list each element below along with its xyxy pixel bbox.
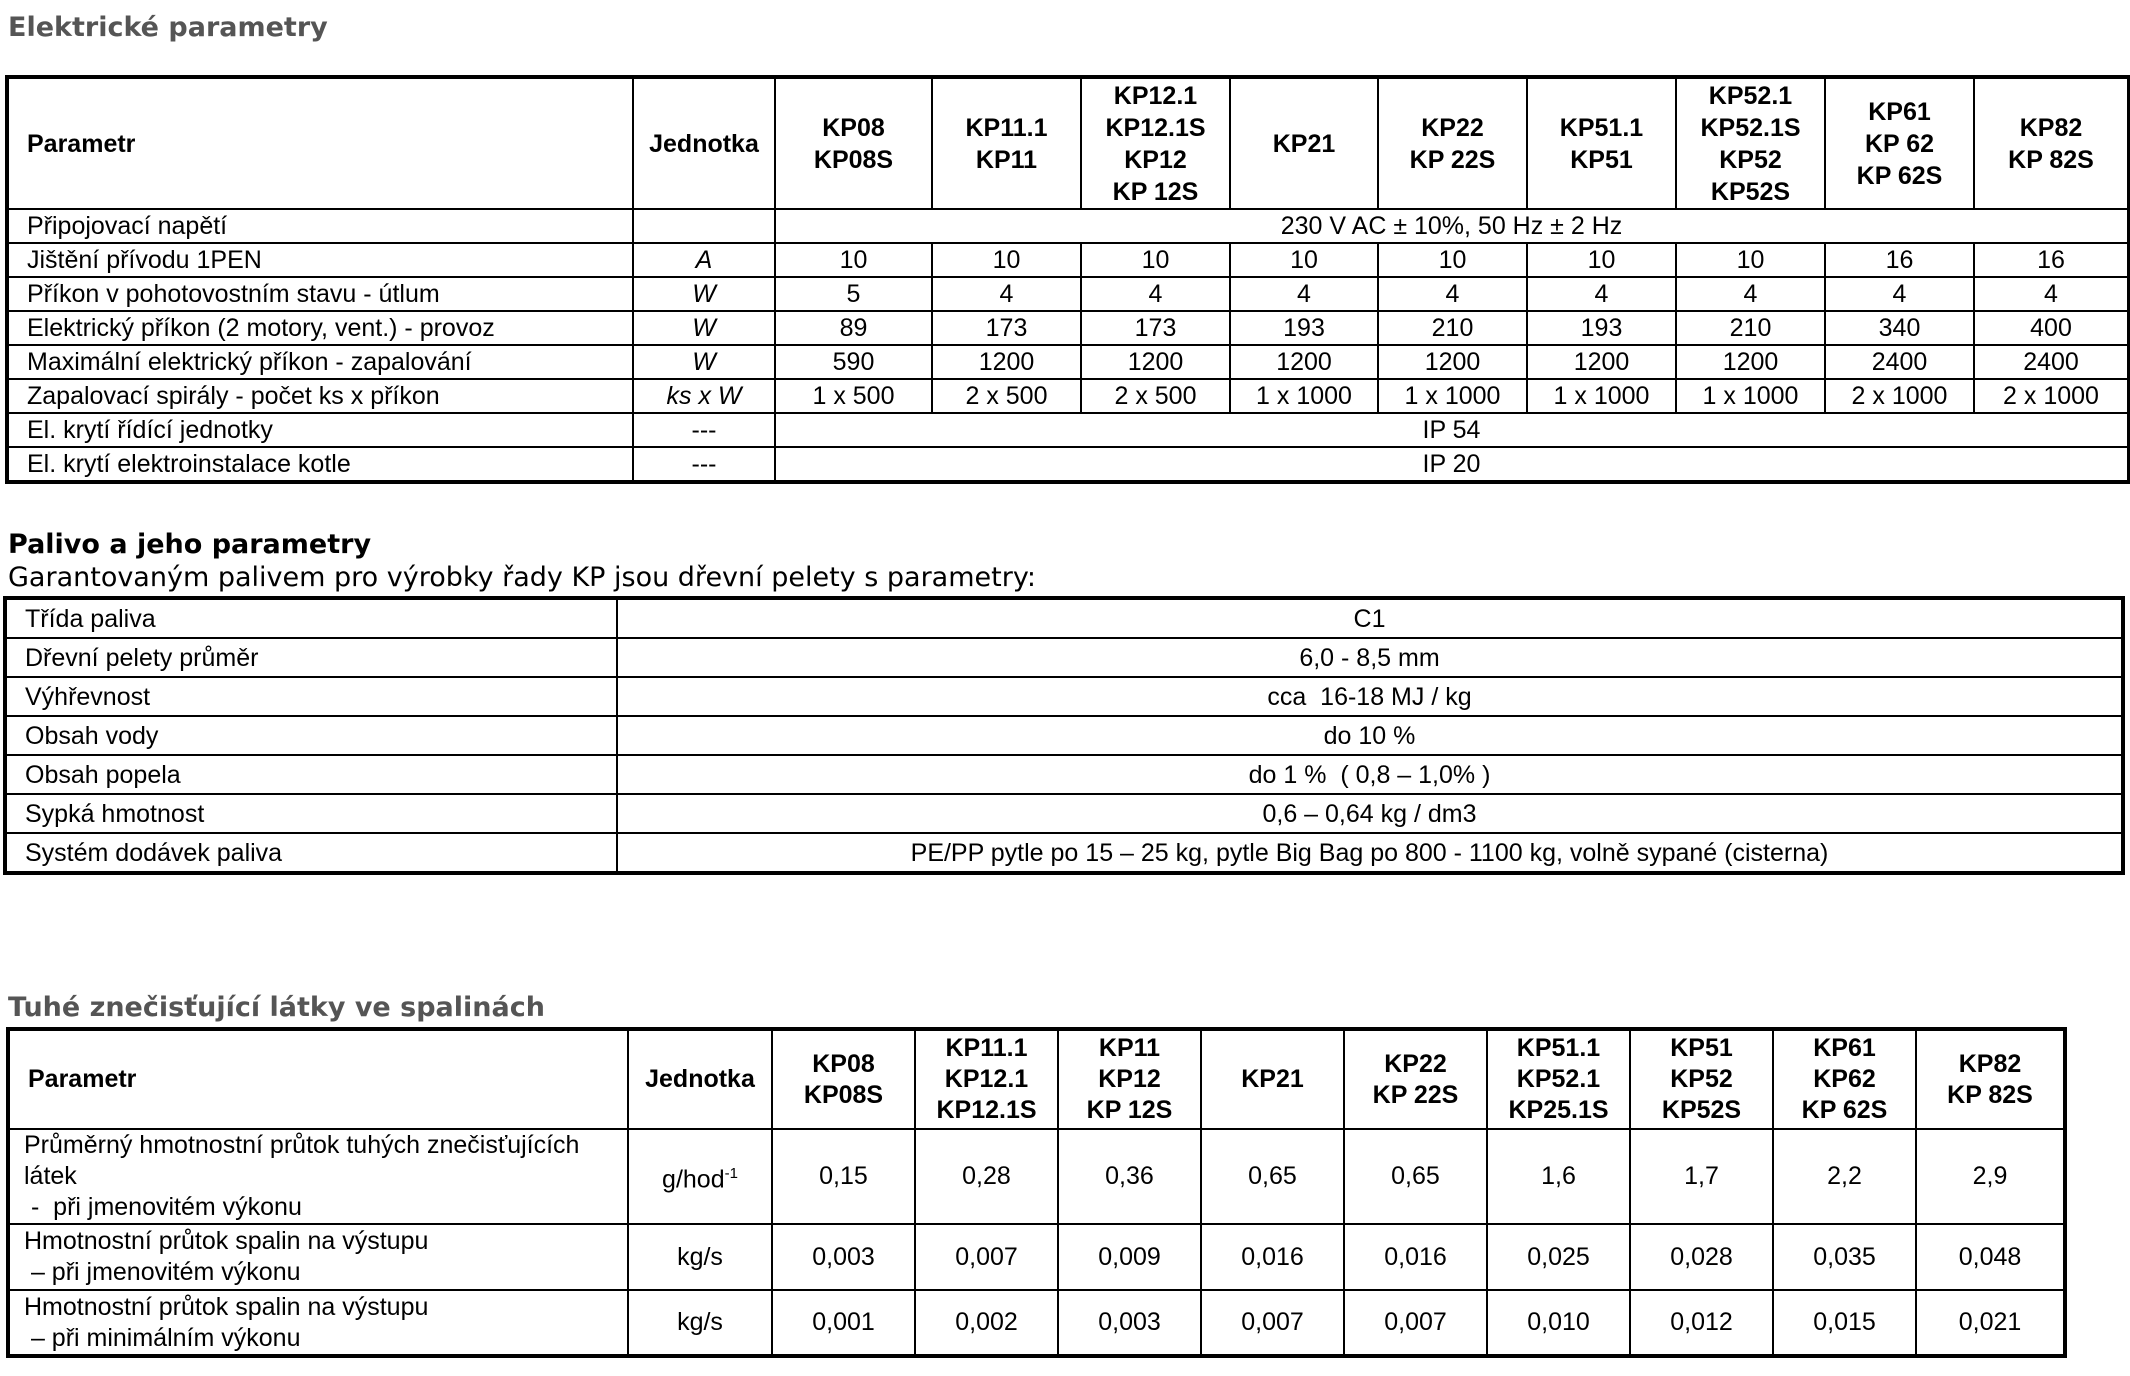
cell-text: KP52 [1719, 145, 1782, 174]
value-cell: 0,016 [1344, 1224, 1487, 1290]
table-row [8, 1129, 2065, 1224]
value-cell: 0,003 [772, 1224, 915, 1290]
value-cell: 0,016 [1201, 1224, 1344, 1290]
value-cell: 2,2 [1773, 1129, 1916, 1224]
value-cell: 4 [1378, 277, 1527, 311]
value-cell: 10 [1081, 243, 1230, 277]
cell-text: KP 62S [1856, 161, 1943, 190]
value-cell: 1,7 [1630, 1129, 1773, 1224]
value-cell: 1 x 500 [775, 379, 932, 413]
value-cell: 0,28 [915, 1129, 1058, 1224]
cell-text: KP22 [1421, 113, 1484, 142]
cell-text: KP11 [1098, 1034, 1161, 1062]
header-model [1825, 77, 1974, 209]
value-cell: 10 [775, 243, 932, 277]
table-row [7, 311, 2129, 345]
value-cell: 4 [1676, 277, 1825, 311]
table-cell: PE/PP pytle po 15 – 25 kg, pytle Big Bag po 800 - 1100 kg, volně sypané (cisterna) [617, 833, 2123, 873]
cell-text: KP 62 [1864, 129, 1935, 158]
table-cell: W [633, 277, 775, 311]
header-model [775, 77, 932, 209]
header-model [1378, 77, 1527, 209]
table-cell: Výhřevnost [5, 677, 617, 716]
cell-text: g/hod [662, 1165, 725, 1194]
table-row [7, 345, 2129, 379]
table-row [5, 638, 2123, 677]
value-cell: 340 [1825, 311, 1974, 345]
table-cell: kg/s [628, 1224, 772, 1290]
header-model [1058, 1029, 1201, 1129]
value-cell: 193 [1527, 311, 1676, 345]
header-model [1230, 77, 1378, 209]
header-model [1081, 77, 1230, 209]
cell-text: KP 22S [1409, 145, 1496, 174]
header-unit: Jednotka [633, 77, 775, 209]
value-cell: 10 [1378, 243, 1527, 277]
value-cell: 0,010 [1487, 1290, 1630, 1356]
header-model [1974, 77, 2129, 209]
merged-value: IP 54 [775, 413, 2129, 447]
value-cell: 0,012 [1630, 1290, 1773, 1356]
value-cell: 2 x 500 [1081, 379, 1230, 413]
value-cell: 1 x 1000 [1527, 379, 1676, 413]
cell-text: KP61 [1868, 97, 1931, 126]
cell-text: KP12.1S [936, 1096, 1037, 1124]
table-cell: Obsah popela [5, 755, 617, 794]
cell-text: KP82 [2019, 113, 2083, 142]
merged-value: 230 V AC ± 10%, 50 Hz ± 2 Hz [775, 209, 2129, 243]
table-row [5, 755, 2123, 794]
value-cell: 4 [1081, 277, 1230, 311]
table-cell: Třída paliva [5, 598, 617, 638]
section-title-fuel: Palivo a jeho parametry [8, 529, 372, 560]
value-cell: 0,007 [1201, 1290, 1344, 1356]
table-cell [633, 209, 775, 243]
value-cell: 0,15 [772, 1129, 915, 1224]
cell-text: KP 62S [1801, 1096, 1888, 1124]
cell-text: KP 12S [1112, 177, 1199, 206]
cell-text: KP51 [1670, 1034, 1733, 1062]
value-cell: 400 [1974, 311, 2129, 345]
value-cell: 0,028 [1630, 1224, 1773, 1290]
value-cell: 1200 [1230, 345, 1378, 379]
value-cell: 0,007 [1344, 1290, 1487, 1356]
cell-text: KP25.1S [1508, 1096, 1609, 1124]
header-param: Parametr [7, 77, 633, 209]
value-cell: 1200 [932, 345, 1081, 379]
cell-text: KP62 [1813, 1065, 1876, 1093]
value-cell: 2 x 1000 [1825, 379, 1974, 413]
table-cell: Jištění přívodu 1PEN [7, 243, 633, 277]
table-cell: W [633, 311, 775, 345]
value-cell: 2400 [1825, 345, 1974, 379]
value-cell: 2,9 [1916, 1129, 2065, 1224]
value-cell: 173 [932, 311, 1081, 345]
table-row [5, 794, 2123, 833]
cell-text: Hmotnostní průtok spalin na výstupu [24, 1227, 429, 1255]
value-cell: 16 [1974, 243, 2129, 277]
value-cell: 0,002 [915, 1290, 1058, 1356]
header-model [772, 1029, 915, 1129]
cell-text: KP08 [822, 113, 885, 142]
table-cell: --- [633, 447, 775, 482]
cell-text: KP12 [1098, 1065, 1161, 1093]
cell-text: KP12.1S [1105, 113, 1206, 142]
table-cell: El. krytí řídící jednotky [7, 413, 633, 447]
value-cell: 1 x 1000 [1676, 379, 1825, 413]
cell-text: KP21 [1241, 1065, 1304, 1093]
table-cell: W [633, 345, 775, 379]
value-cell: 0,65 [1344, 1129, 1487, 1224]
table-row [7, 379, 2129, 413]
value-cell: 10 [932, 243, 1081, 277]
value-cell: 0,009 [1058, 1224, 1201, 1290]
value-cell: 1200 [1527, 345, 1676, 379]
table-cell: Připojovací napětí [7, 209, 633, 243]
table-cell: ks x W [633, 379, 775, 413]
table-row [7, 413, 2129, 447]
table-cell: C1 [617, 598, 2123, 638]
value-cell: 0,035 [1773, 1224, 1916, 1290]
cell-text: KP08S [803, 1080, 884, 1109]
cell-text: KP52.1S [1700, 113, 1801, 142]
header-model [1344, 1029, 1487, 1129]
table-cell: Příkon v pohotovostním stavu - útlum [7, 277, 633, 311]
value-cell: 193 [1230, 311, 1378, 345]
value-cell: 2 x 1000 [1974, 379, 2129, 413]
value-cell: 2 x 500 [932, 379, 1081, 413]
section-title-electrical: Elektrické parametry [8, 12, 328, 43]
cell-text: KP21 [1272, 129, 1336, 158]
cell-text: KP12.1 [1113, 81, 1198, 110]
cell-text: KP 82S [2008, 145, 2094, 174]
cell-text: KP 22S [1372, 1080, 1459, 1109]
header-param: Parametr [8, 1029, 628, 1129]
table-cell: A [633, 243, 775, 277]
cell-text: KP52S [1661, 1096, 1742, 1124]
value-cell: 4 [1230, 277, 1378, 311]
cell-text: KP52S [1710, 177, 1791, 206]
table-row [5, 716, 2123, 755]
cell-text: Hmotnostní průtok spalin na výstupu [24, 1292, 429, 1321]
value-cell: 210 [1676, 311, 1825, 345]
cell-text: – při jmenovitém výkonu [24, 1258, 301, 1286]
header-model [1630, 1029, 1773, 1129]
header-model [915, 1029, 1058, 1129]
header-model [1676, 77, 1825, 209]
table-header-row [7, 77, 2129, 209]
header-model [1201, 1029, 1344, 1129]
table-cell: Elektrický příkon (2 motory, vent.) - provoz [7, 311, 633, 345]
merged-value: IP 20 [775, 447, 2129, 482]
table-row [7, 447, 2129, 482]
value-cell: 0,001 [772, 1290, 915, 1356]
value-cell: 1 x 1000 [1230, 379, 1378, 413]
cell-text: – při minimálním výkonu [24, 1323, 301, 1352]
table-row [8, 1224, 2065, 1290]
table-cell: Dřevní pelety průměr [5, 638, 617, 677]
cell-text: KP08 [812, 1049, 875, 1078]
table-cell: Maximální elektrický příkon - zapalování [7, 345, 633, 379]
header-model [1487, 1029, 1630, 1129]
value-cell: 1200 [1378, 345, 1527, 379]
header-unit: Jednotka [628, 1029, 772, 1129]
header-model [1773, 1029, 1916, 1129]
table-row [5, 677, 2123, 716]
cell-text: KP52.1 [1708, 81, 1793, 110]
unit-cell [628, 1129, 772, 1224]
value-cell: 10 [1230, 243, 1378, 277]
value-cell: 0,021 [1916, 1290, 2065, 1356]
value-cell: 0,65 [1201, 1129, 1344, 1224]
cell-text: KP 82S [1947, 1080, 2033, 1109]
table-row [7, 243, 2129, 277]
value-cell: 210 [1378, 311, 1527, 345]
cell-text: KP08S [813, 145, 894, 174]
value-cell: 173 [1081, 311, 1230, 345]
value-cell: 2400 [1974, 345, 2129, 379]
cell-text: KP51 [1570, 145, 1633, 174]
value-cell: 1200 [1676, 345, 1825, 379]
cell-text: KP11.1 [965, 113, 1048, 142]
cell-text: KP12.1 [944, 1065, 1029, 1093]
value-cell: 16 [1825, 243, 1974, 277]
section-title-emissions: Tuhé znečisťující látky ve spalinách [8, 992, 545, 1023]
cell-text: KP12 [1124, 145, 1187, 174]
table-cell: do 1 % ( 0,8 – 1,0% ) [617, 755, 2123, 794]
table-row [8, 1290, 2065, 1356]
table-cell: cca 16-18 MJ / kg [617, 677, 2123, 716]
value-cell: 89 [775, 311, 932, 345]
table-cell: --- [633, 413, 775, 447]
cell-text: KP11.1 [945, 1034, 1028, 1062]
value-cell: 10 [1527, 243, 1676, 277]
table-row [5, 833, 2123, 873]
cell-text: Průměrný hmotnostní průtok tuhých znečisťujících látek [24, 1131, 580, 1190]
cell-text: KP61 [1813, 1034, 1876, 1062]
value-cell: 4 [1527, 277, 1676, 311]
cell-text: KP51.1 [1559, 113, 1644, 142]
value-cell: 0,025 [1487, 1224, 1630, 1290]
value-cell: 10 [1676, 243, 1825, 277]
header-model [932, 77, 1081, 209]
cell-text: KP82 [1958, 1049, 2022, 1078]
table-cell: Sypká hmotnost [5, 794, 617, 833]
cell-text: KP52.1 [1516, 1065, 1601, 1093]
value-cell: 0,015 [1773, 1290, 1916, 1356]
value-cell: 1 x 1000 [1378, 379, 1527, 413]
table-cell: do 10 % [617, 716, 2123, 755]
table-cell: Obsah vody [5, 716, 617, 755]
header-model [1916, 1029, 2065, 1129]
header-model [1527, 77, 1676, 209]
table-row [7, 209, 2129, 243]
cell-text: KP52 [1670, 1065, 1733, 1093]
table-header-row [8, 1029, 2065, 1129]
value-cell: 4 [932, 277, 1081, 311]
cell-text: KP11 [975, 145, 1038, 174]
value-cell: 0,048 [1916, 1224, 2065, 1290]
cell-text: -1 [724, 1164, 738, 1182]
fuel-intro-text: Garantovaným palivem pro výrobky řady KP jsou dřevní pelety s parametry: [8, 562, 1036, 593]
cell-text: KP51.1 [1516, 1034, 1601, 1062]
table-cell: kg/s [628, 1290, 772, 1356]
value-cell: 590 [775, 345, 932, 379]
value-cell: 0,003 [1058, 1290, 1201, 1356]
table-row [5, 598, 2123, 638]
table-cell: 0,6 – 0,64 kg / dm3 [617, 794, 2123, 833]
table-cell: Systém dodávek paliva [5, 833, 617, 873]
fuel-parameters-table [3, 596, 2125, 875]
cell-text: KP 12S [1086, 1096, 1173, 1124]
value-cell: 4 [1974, 277, 2129, 311]
value-cell: 1,6 [1487, 1129, 1630, 1224]
table-cell: El. krytí elektroinstalace kotle [7, 447, 633, 482]
table-cell: 6,0 - 8,5 mm [617, 638, 2123, 677]
value-cell: 4 [1825, 277, 1974, 311]
value-cell: 0,007 [915, 1224, 1058, 1290]
electrical-parameters-table [5, 75, 2130, 484]
value-cell: 1200 [1081, 345, 1230, 379]
value-cell: 0,36 [1058, 1129, 1201, 1224]
cell-text: - při jmenovitém výkonu [24, 1193, 302, 1221]
table-row [7, 277, 2129, 311]
value-cell: 5 [775, 277, 932, 311]
cell-text: KP22 [1384, 1049, 1447, 1078]
table-cell: Zapalovací spirály - počet ks x příkon [7, 379, 633, 413]
emissions-table [6, 1027, 2067, 1358]
